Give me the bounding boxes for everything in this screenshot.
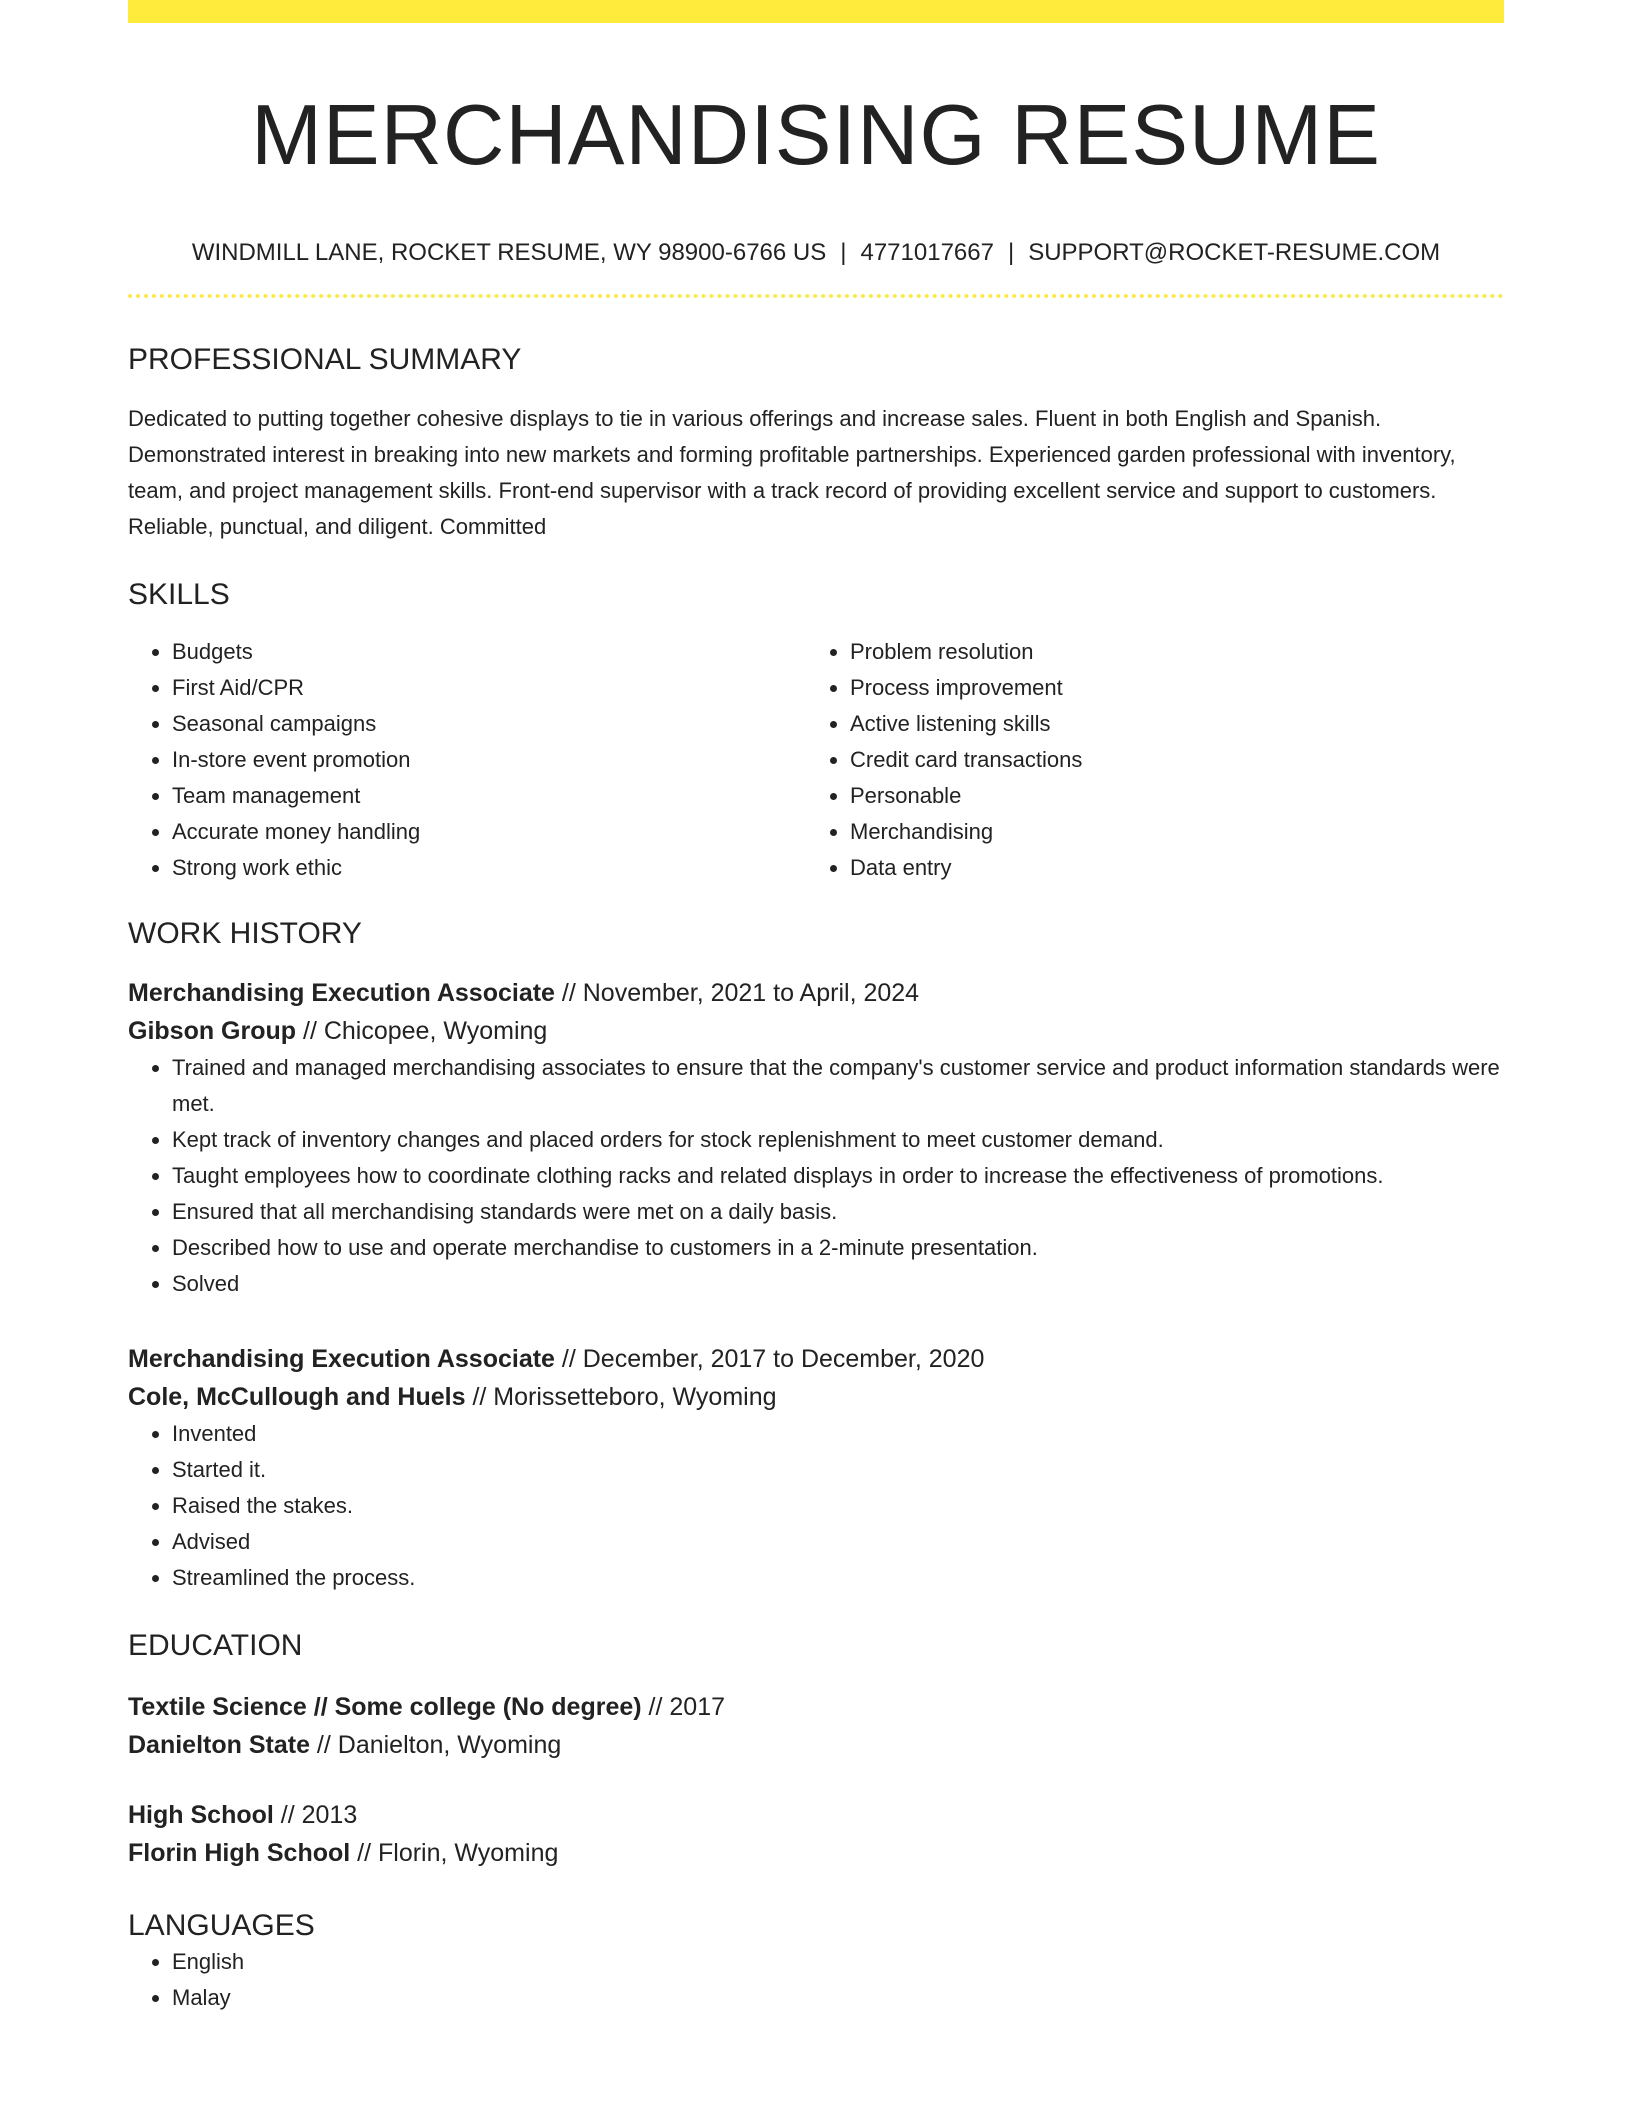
skill-item: • First Aid/CPR: [172, 670, 806, 706]
skill-item: • Strong work ethic: [172, 850, 806, 886]
education-entry: [128, 1796, 1504, 1872]
job-bullet: • Invented: [172, 1416, 1504, 1452]
job-company-line: [128, 1012, 1504, 1050]
job-location: // Morissetteboro, Wyoming: [465, 1383, 777, 1411]
language-item: • Malay: [172, 1980, 1504, 2016]
job-bullet: • Trained and managed merchandising associates to ensure that the company's customer service and product information standards were met.: [172, 1050, 1504, 1122]
contact-phone: 4771017667: [860, 239, 994, 266]
skill-item: • Accurate money handling: [172, 814, 806, 850]
education-degree: Textile Science // Some college (No degree): [128, 1693, 642, 1721]
education-year: // 2017: [641, 1693, 726, 1721]
education-school: Florin High School: [128, 1839, 351, 1867]
job-bullet: • Started it.: [172, 1452, 1504, 1488]
contact-address: WINDMILL LANE, ROCKET RESUME, WY 98900-6766 US: [191, 239, 827, 266]
skill-item: • Personable: [850, 778, 1484, 814]
job-title: Merchandising Execution Associate: [128, 1345, 555, 1373]
job-title-line: [128, 974, 1504, 1012]
job-bullet: • Raised the stakes.: [172, 1488, 1504, 1524]
job-bullet: • Taught employees how to coordinate clothing racks and related displays in order to increase the effectiveness of promotions.: [172, 1158, 1504, 1194]
summary-heading: PROFESSIONAL SUMMARY: [128, 343, 522, 376]
languages-list: [128, 1944, 1504, 2016]
skills-list-right: [806, 634, 1484, 886]
job-dates: // November, 2021 to April, 2024: [554, 979, 920, 1007]
job-company-line: [128, 1378, 1504, 1416]
skill-item: • Team management: [172, 778, 806, 814]
education-degree: High School: [128, 1801, 274, 1829]
education-degree-line: [128, 1688, 1504, 1726]
accent-top-bar: [128, 0, 1504, 23]
contact-separator: |: [840, 239, 847, 266]
job-location: // Chicopee, Wyoming: [296, 1017, 548, 1045]
education-year: // 2013: [273, 1801, 358, 1829]
job-bullet: • Solved: [172, 1266, 1504, 1302]
job-bullet: • Kept track of inventory changes and placed orders for stock replenishment to meet customer demand.: [172, 1122, 1504, 1158]
skill-item: • Budgets: [172, 634, 806, 670]
skills-heading: SKILLS: [128, 578, 230, 611]
skill-item: • In-store event promotion: [172, 742, 806, 778]
summary-text: Dedicated to putting together cohesive displays to tie in various offerings and increase sales. Fluent in both English and Spanish. Demonstrated interest in breaking into new markets and forming profitable partnerships. Experienced garden professional with inventory, team, and project management skills. Front-end supervisor with a track record of providing excellent service and support to customers. Reliable, punctual, and diligent. Committed: [128, 406, 1456, 539]
job-dates: // December, 2017 to December, 2020: [554, 1345, 985, 1373]
education-degree-line: [128, 1796, 1504, 1834]
education-location: // Florin, Wyoming: [350, 1839, 559, 1867]
skill-item: • Merchandising: [850, 814, 1484, 850]
skills-columns: [128, 634, 1504, 886]
job-bullet: • Ensured that all merchandising standards were met on a daily basis.: [172, 1194, 1504, 1230]
job-bullet: • Advised: [172, 1524, 1504, 1560]
work-history-heading: WORK HISTORY: [128, 917, 362, 950]
job-bullet: • Described how to use and operate merchandise to customers in a 2-minute presentation.: [172, 1230, 1504, 1266]
dotted-divider: [128, 294, 1504, 298]
education-location: // Danielton, Wyoming: [309, 1731, 562, 1759]
skill-item: • Seasonal campaigns: [172, 706, 806, 742]
job-bullet-list: [128, 1416, 1504, 1596]
skill-item: • Credit card transactions: [850, 742, 1484, 778]
resume-page: [128, 0, 1504, 2016]
languages-heading: LANGUAGES: [128, 1909, 315, 1942]
language-item: • English: [172, 1944, 1504, 1980]
contact-email: SUPPORT@ROCKET-RESUME.COM: [1028, 239, 1441, 266]
skill-item: • Data entry: [850, 850, 1484, 886]
job-bullet-list: [128, 1050, 1504, 1302]
job-title: Merchandising Execution Associate: [128, 979, 555, 1007]
contact-separator: |: [1007, 239, 1015, 266]
job-entry: [128, 1340, 1504, 1596]
job-company: Gibson Group: [128, 1017, 297, 1045]
job-entry: [128, 974, 1504, 1302]
education-school: Danielton State: [128, 1731, 310, 1759]
education-school-line: [128, 1834, 1504, 1872]
education-heading: EDUCATION: [128, 1629, 303, 1662]
skills-list-left: [128, 634, 806, 886]
skill-item: • Active listening skills: [850, 706, 1484, 742]
job-bullet: • Streamlined the process.: [172, 1560, 1504, 1596]
education-entry: [128, 1688, 1504, 1764]
education-school-line: [128, 1726, 1504, 1764]
contact-line: [128, 238, 1504, 268]
resume-title: MERCHANDISING RESUME: [251, 88, 1381, 183]
skill-item: • Process improvement: [850, 670, 1484, 706]
job-company: Cole, McCullough and Huels: [128, 1383, 466, 1411]
job-title-line: [128, 1340, 1504, 1378]
skill-item: • Problem resolution: [850, 634, 1484, 670]
